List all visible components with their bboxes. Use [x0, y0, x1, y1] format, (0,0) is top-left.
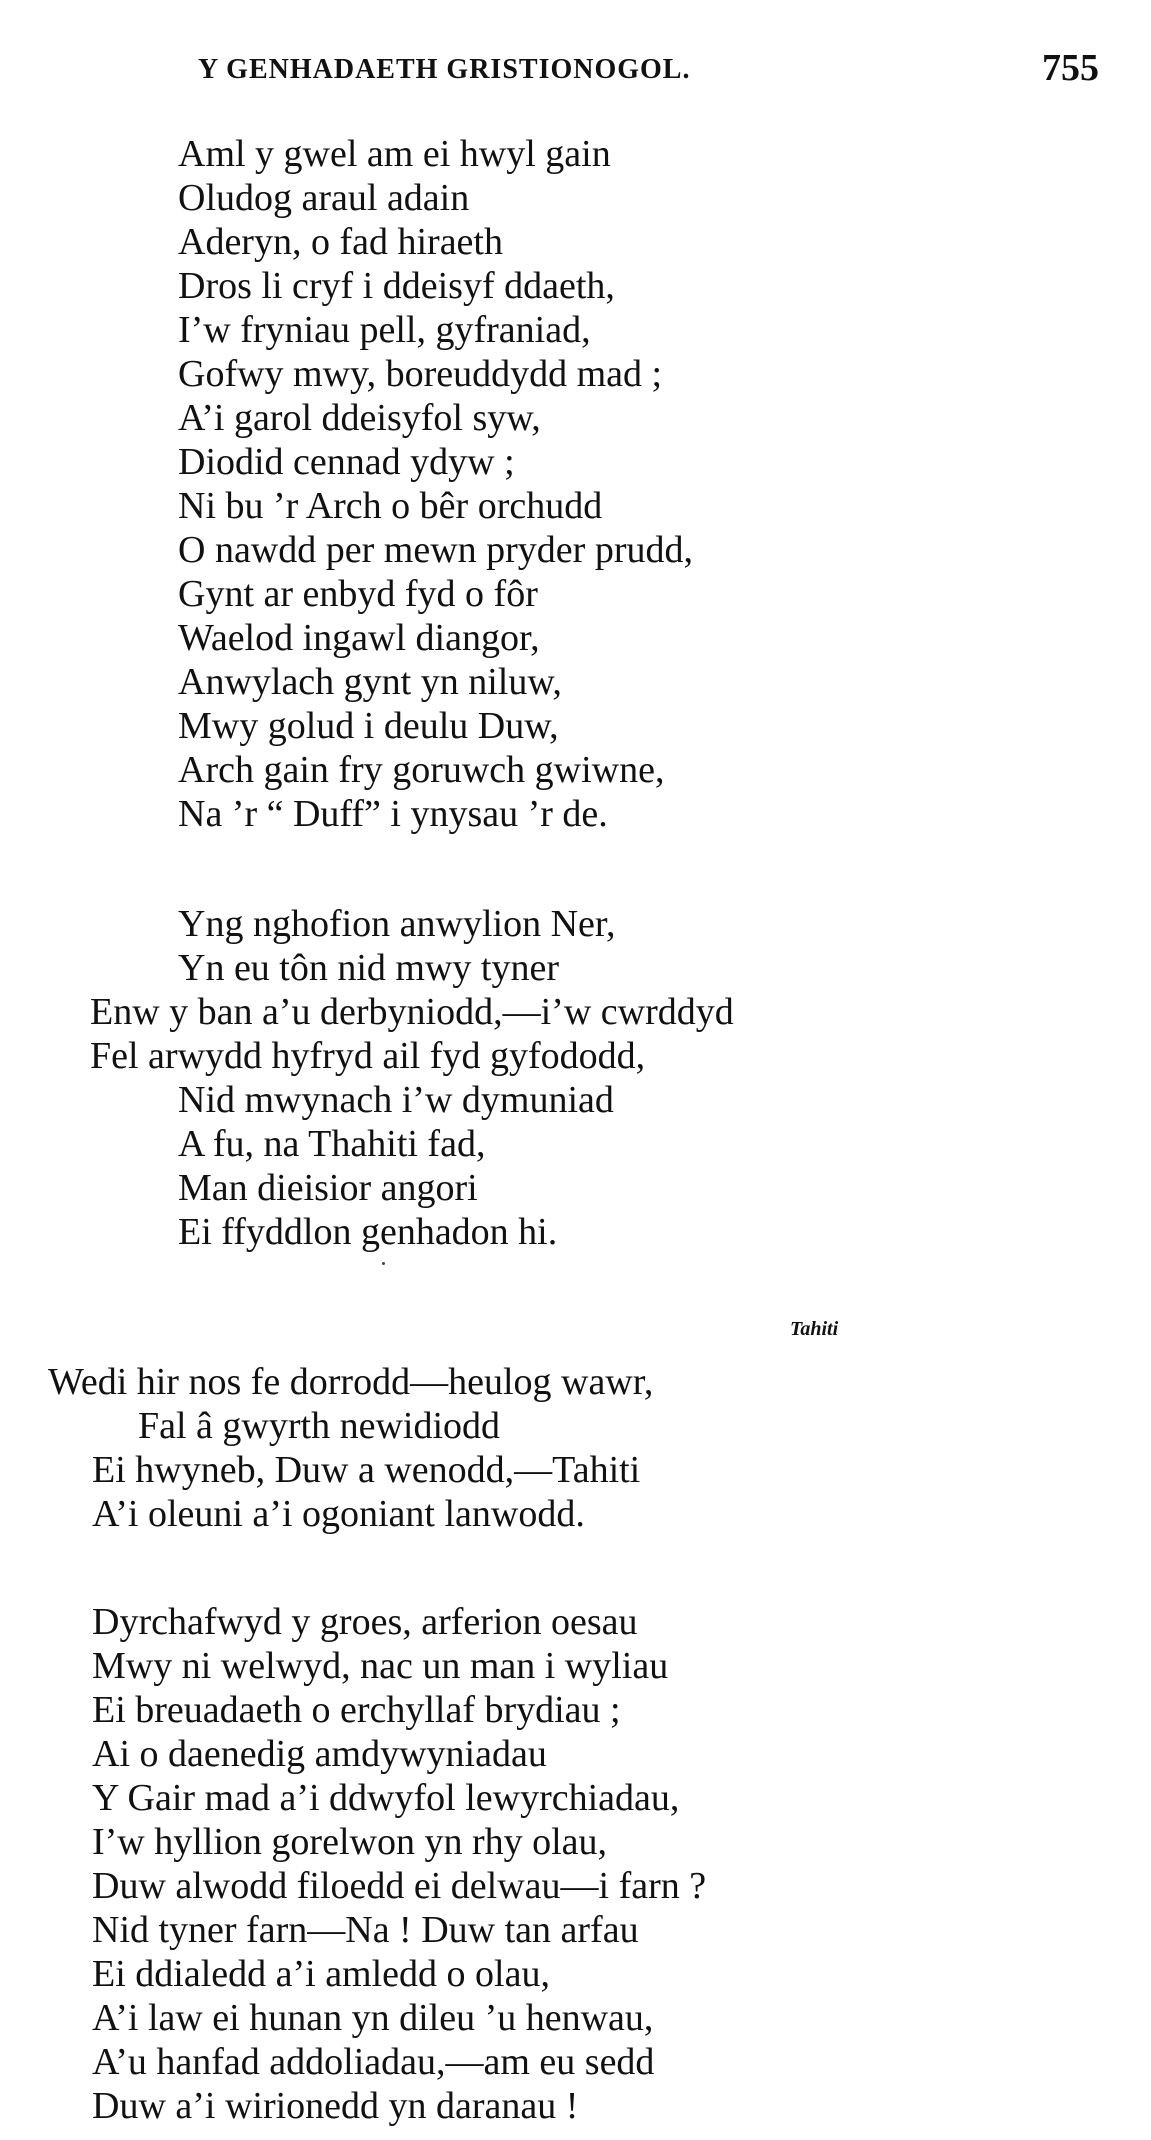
verse-line: Man dieisior angori [178, 1167, 478, 1209]
verse-line: O nawdd per mewn pryder prudd, [178, 529, 693, 571]
marginal-note: Tahiti [790, 1318, 839, 1340]
verse-line: A’i garol ddeisyfol syw, [178, 397, 541, 439]
verse-line: Yn eu tôn nid mwy tyner [178, 947, 560, 989]
verse-line: Ei ddialedd a’i amledd o olau, [92, 1953, 550, 1995]
verse-line: Ni bu ’r Arch o bêr orchudd [178, 485, 603, 527]
verse-line: Nid tyner farn—Na ! Duw tan arfau [92, 1909, 639, 1951]
verse-line: Ai o daenedig amdywyniadau [92, 1733, 547, 1775]
verse-line: Na ’r “ Duff” i ynysau ’r de. [178, 793, 608, 835]
verse-line: Waelod ingawl diangor, [178, 617, 540, 659]
page-header [0, 48, 1151, 92]
verse-line: Mwy ni welwyd, nac un man i wyliau [92, 1645, 669, 1687]
verse-line: Diodid cennad ydyw ; [178, 441, 515, 483]
verse-line: Enw y ban a’u derbyniodd,—i’w cwrddyd [90, 991, 734, 1033]
verse-line: A’u hanfad addoliadau,—am eu sedd [92, 2041, 655, 2083]
verse-line: Gofwy mwy, boreuddydd mad ; [178, 353, 663, 395]
verse-line: A’i law ei hunan yn dileu ’u henwau, [92, 1997, 654, 2039]
verse-line: Fal â gwyrth newidiodd [138, 1405, 501, 1447]
verse-line: Yng nghofion anwylion Ner, [178, 903, 616, 945]
verse-line: Arch gain fry goruwch gwiwne, [178, 749, 665, 791]
page-number: 755 [1042, 47, 1099, 89]
running-title: Y GENHADAETH GRISTIONOGOL. [198, 54, 691, 85]
print-speck [382, 1262, 385, 1265]
verse-line: Dyrchafwyd y groes, arferion oesau [92, 1601, 638, 1643]
verse-line: Aml y gwel am ei hwyl gain [178, 133, 611, 175]
verse-line: Fel arwydd hyfryd ail fyd gyfododd, [90, 1035, 646, 1077]
verse-line: Anwylach gynt yn niluw, [178, 661, 562, 703]
verse-line: Aderyn, o fad hiraeth [178, 221, 503, 263]
verse-line: Nid mwynach i’w dymuniad [178, 1079, 614, 1121]
verse-line: Y Gair mad a’i ddwyfol lewyrchiadau, [92, 1777, 680, 1819]
verse-line: Ei ffyddlon genhadon hi. [178, 1211, 558, 1253]
verse-line: Dros li cryf i ddeisyf ddaeth, [178, 265, 615, 307]
verse-line: A fu, na Thahiti fad, [178, 1123, 486, 1165]
verse-line: Gynt ar enbyd fyd o fôr [178, 573, 538, 615]
verse-line: I’w fryniau pell, gyfraniad, [178, 309, 591, 351]
verse-line: I’w hyllion gorelwon yn rhy olau, [92, 1821, 608, 1863]
verse-line: Ei hwyneb, Duw a wenodd,—Tahiti [92, 1449, 641, 1491]
verse-line: Ei breuadaeth o erchyllaf brydiau ; [92, 1689, 621, 1731]
verse-line: Duw a’i wirionedd yn daranau ! [92, 2085, 579, 2127]
verse-line: Wedi hir nos fe dorrodd—heulog wawr, [48, 1361, 654, 1403]
verse-line: A’i oleuni a’i ogoniant lanwodd. [92, 1493, 585, 1535]
verse-line: Duw alwodd filoedd ei delwau—i farn ? [92, 1865, 707, 1907]
verse-line: Mwy golud i deulu Duw, [178, 705, 559, 747]
verse-line: Oludog araul adain [178, 177, 470, 219]
